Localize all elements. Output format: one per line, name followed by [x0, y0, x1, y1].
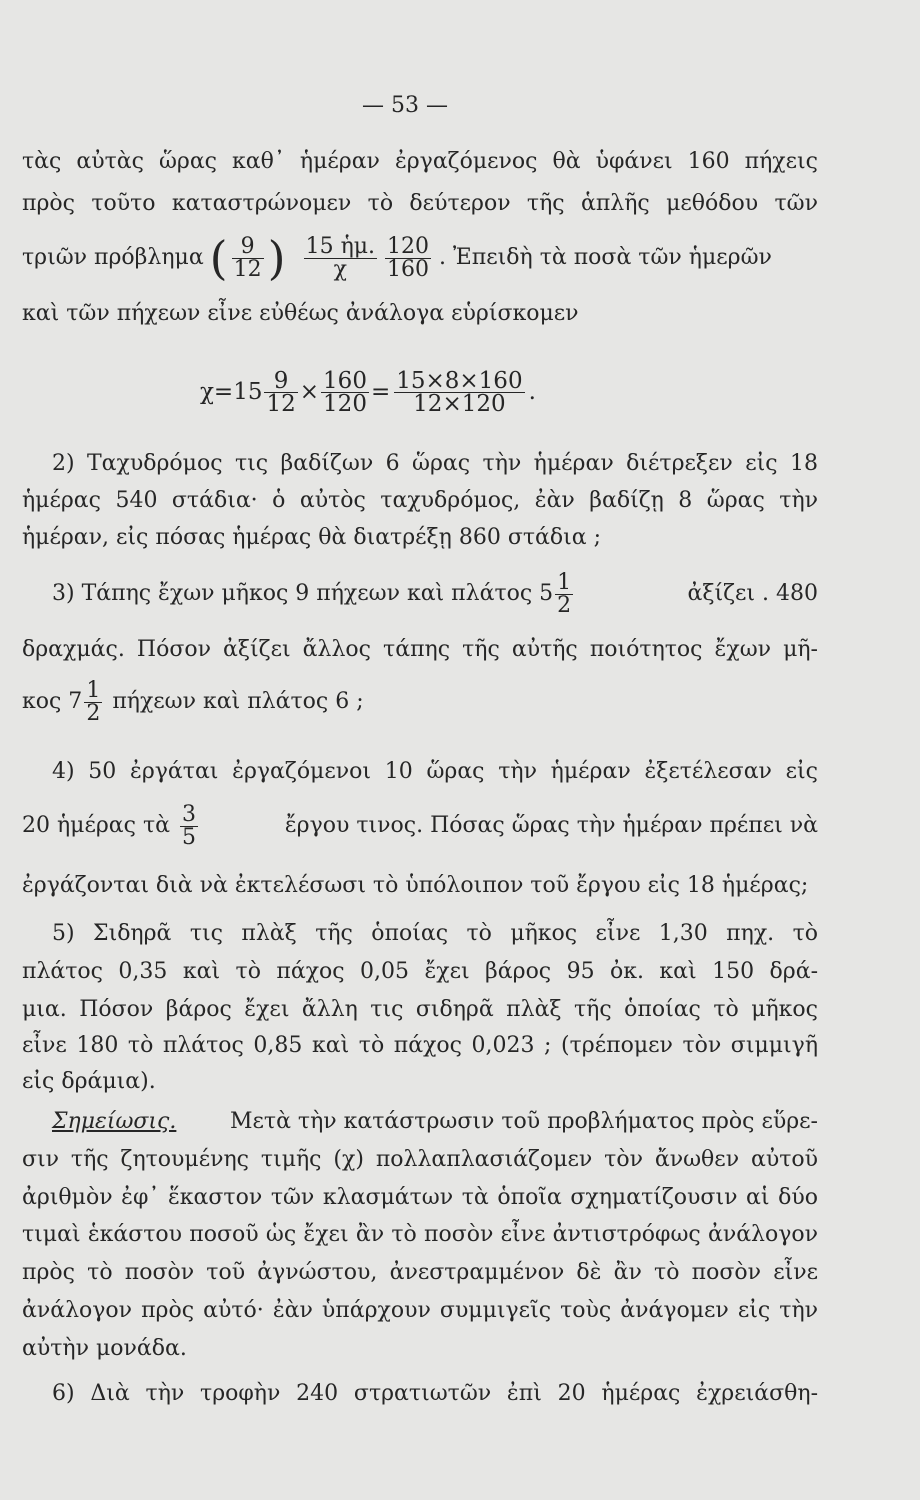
equation	[200, 356, 536, 428]
text-line: 4) 50 ἐργάται ἐργαζόμενοι 10 ὥρας τὴν ἡμέραν ἐξετέλεσαν εἰς	[52, 759, 818, 784]
mixed-number-line	[52, 564, 818, 624]
text-line: 6) Διὰ τὴν τροφὴν 240 στρατιωτῶν ἐπὶ 20 ἡμέρας ἐχρειάσθη-	[52, 1381, 818, 1406]
denominator: 160	[387, 256, 430, 282]
denominator: χ	[333, 256, 347, 282]
page-number: — 53 —	[362, 93, 448, 118]
numerator: 9	[232, 236, 264, 259]
text-line: πρὸς τοῦτο καταστρώνομεν τὸ δεύτερον τῆς ἁπλῆς μεθόδου τῶν	[22, 191, 818, 216]
text-segment: Μετὰ τὴν κατάστρωσιν τοῦ προβλήματος πρὸς εὕρε-	[229, 1109, 818, 1134]
proportion-line	[22, 222, 772, 294]
text-segment: κος 7	[22, 689, 83, 714]
note-line	[52, 1108, 818, 1136]
numerator: 120	[387, 233, 430, 259]
fraction	[232, 233, 264, 282]
equation-lhs: χ=15	[200, 379, 263, 405]
text-line: δραχμάς. Πόσον ἀξίζει ἄλλος τάπης τῆς αὐτῆς ποιότητος ἔχων μῆ-	[22, 637, 818, 662]
denominator: 12×120	[413, 390, 506, 417]
note-label: Σημείωσις.	[52, 1109, 177, 1134]
text-line: 5) Σιδηρᾶ τις πλὰξ τῆς ὁποίας τὸ μῆκος εἶνε 1,30 πηχ. τὸ	[52, 921, 818, 946]
fraction	[84, 677, 102, 726]
text-line: ἡμέρας 540 στάδια· ὁ αὐτὸς ταχυδρόμος, ἐὰν βαδίζῃ 8 ὥρας τὴν	[22, 488, 818, 513]
numerator: 15 ἡμ.	[305, 233, 376, 259]
text-line: τὰς αὐτὰς ὥρας καθ᾽ ἡμέραν ἐργαζόμενος θὰ ὑφάνει 160 πήχεις	[22, 149, 818, 174]
text-line: πρὸς τὸ ποσὸν τοῦ ἀγνώστου, ἀνεστραμμένον δὲ ἂν τὸ ποσὸν εἶνε	[22, 1260, 818, 1285]
text-segment: . Ἐπειδὴ τὰ ποσὰ τῶν ἡμερῶν	[439, 245, 772, 270]
fraction	[304, 233, 377, 282]
numerator: 9	[264, 370, 297, 393]
period: .	[528, 379, 536, 405]
numerator: 3	[182, 801, 196, 827]
text-segment: 20 ἡμέρας τὰ	[22, 813, 170, 838]
text-segment: πήχεων καὶ πλάτος 6 ;	[112, 689, 364, 714]
fraction	[385, 233, 431, 282]
numerator: 160	[323, 367, 367, 394]
left-paren: (	[209, 231, 228, 285]
text-line: ἡμέραν, εἰς πόσας ἡμέρας θὰ διατρέξῃ 860 στάδια ;	[22, 525, 602, 550]
denominator: 12	[233, 256, 262, 282]
text-line: ἐργάζονται διὰ νὰ ἐκτελέσωσι τὸ ὑπόλοιπον τοῦ ἔργου εἰς 18 ἡμέρας;	[22, 873, 809, 898]
text-line: πλάτος 0,35 καὶ τὸ πάχος 0,05 ἔχει βάρος 95 ὀκ. καὶ 150 δρά-	[22, 959, 818, 984]
text-segment: ἀξίζει . 480	[687, 581, 818, 606]
text-line: μια. Πόσον βάρος ἔχει ἄλλη τις σιδηρᾶ πλὰξ τῆς ὁποίας τὸ μῆκος	[22, 997, 818, 1022]
fraction	[264, 367, 297, 417]
text-line: αὐτὴν μονάδα.	[22, 1336, 187, 1361]
text-line: εἶνε 180 τὸ πλάτος 0,85 καὶ τὸ πάχος 0,023 ; (τρέπομεν τὸν σιμμιγῆ	[22, 1033, 818, 1058]
numerator: 15×8×160	[396, 367, 523, 394]
denominator: 120	[323, 390, 367, 417]
text-line: ἀνάλογον πρὸς αὐτό· ἐὰν ὑπάρχουν συμμιγεῖς τοὺς ἀνάγομεν εἰς τὴν	[22, 1298, 818, 1323]
text-segment: 3) Τάπης ἔχων μῆκος 9 πήχεων καὶ πλάτος 5	[52, 581, 554, 606]
fraction	[555, 569, 573, 618]
fraction	[394, 367, 524, 417]
times-sign: ×	[299, 379, 320, 405]
equals-sign: =	[370, 379, 391, 405]
denominator: 12	[266, 390, 296, 417]
text-line: ἀριθμὸν ἐφ᾽ ἕκαστον τῶν κλασμάτων τὰ ὁποῖα σχηματίζουσιν αἱ δύο	[22, 1185, 818, 1210]
text-segment: ἔργου τινος. Πόσας ὥρας τὴν ἡμέραν πρέπει νὰ	[284, 813, 818, 838]
text-segment: τριῶν πρόβλημα	[22, 245, 204, 270]
numerator: 1	[557, 569, 572, 595]
denominator: 2	[86, 700, 101, 726]
text-line: σιν τῆς ζητουμένης τιμῆς (χ) πολλαπλασιάζομεν τὸν ἄνωθεν αὐτοῦ	[22, 1147, 818, 1172]
denominator: 5	[182, 824, 196, 850]
denominator: 2	[557, 592, 572, 618]
numerator: 1	[86, 677, 101, 703]
right-paren: )	[267, 231, 286, 285]
text-line: καὶ τῶν πήχεων εἶνε εὐθέως ἀνάλογα εὑρίσκομεν	[22, 301, 579, 326]
text-line: τιμαὶ ἑκάστου ποσοῦ ὡς ἔχει ἂν τὸ ποσὸν εἶνε ἀντιστρόφως ἀνάλογον	[22, 1222, 818, 1247]
mixed-number-line	[22, 672, 364, 732]
mixed-number-line	[22, 796, 818, 856]
text-line: 2) Ταχυδρόμος τις βαδίζων 6 ὥρας τὴν ἡμέραν διέτρεξεν εἰς 18	[52, 451, 818, 476]
fraction	[180, 801, 198, 850]
text-line: εἰς δράμια).	[22, 1069, 156, 1094]
fraction	[321, 367, 369, 417]
